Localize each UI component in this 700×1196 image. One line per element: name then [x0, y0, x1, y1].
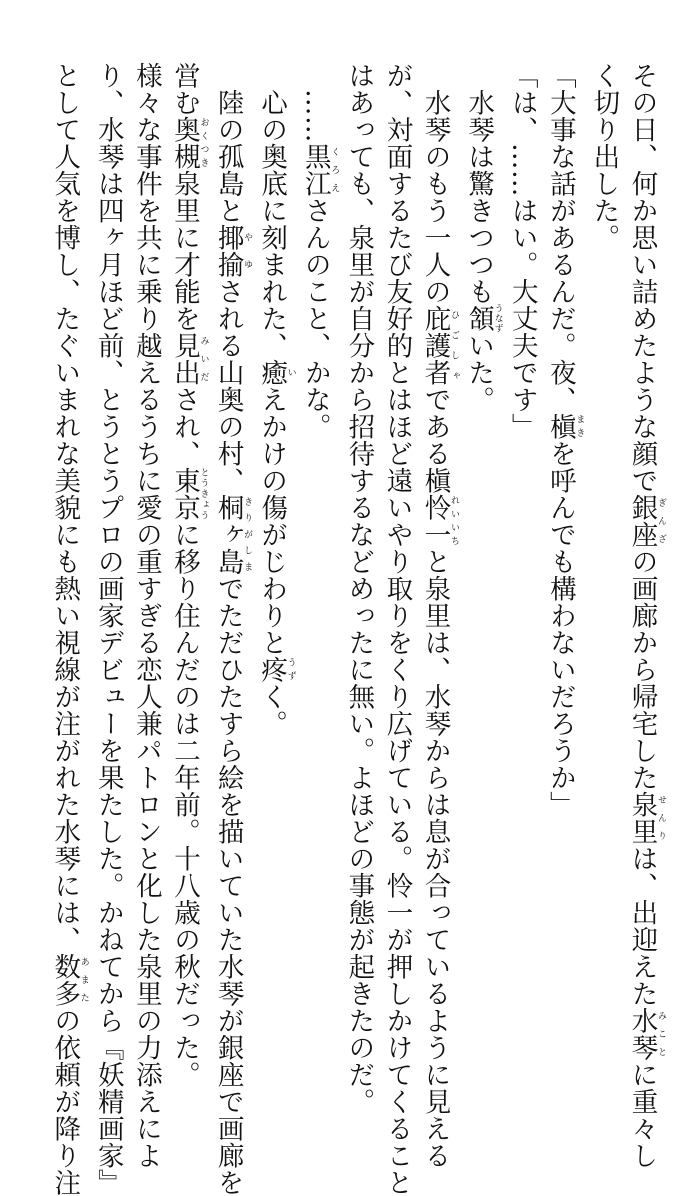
- text-line: が、対面するたび友好的とはほど遠いやり取りをくり広げている。怜一が押しかけてくること: [381, 62, 413, 1196]
- text-line: り、水琴は四ヶ月ほど前、とうとうプロの画家デビューを果たした。かねてから『妖精画家』: [92, 62, 124, 1196]
- text-line: 営む奥槻おくつき泉里に才能を見出みいだされ、東京とうきょうに移り住んだのは二年前。十八歳の秋だった。: [168, 62, 209, 1088]
- text-line: 「大事な話があるんだ。夜、槇まきを呼んでも構わないだろうか」: [544, 62, 585, 818]
- text-line: 水琴は驚きつつも頷うなずいた。: [463, 62, 503, 413]
- text-line: く切り出した。: [588, 62, 620, 251]
- text-line: 心の奥底に刻まれた、癒いえかけの傷がじわりと疼うずく。: [256, 62, 296, 737]
- text-line: として人気を博し、たぐいまれな美貌にも熱い視線が注がれた水琴には、数多あまたの依頼が降り注: [49, 62, 89, 1196]
- text-line: 陸の孤島と揶揄やゆされる山奥の村、桐ヶ島きりがしまでただひたすら絵を描いていた水琴が銀座で画廊を: [212, 62, 253, 1196]
- text-line: 「は、……はい。大丈夫です」: [506, 62, 538, 440]
- text-line: ……黒江くろえさんのこと、かな。: [299, 62, 340, 440]
- text-line: その日、何か思い詰めたような顔で銀座ぎんざの画廊から帰宅した泉里せんりは、出迎えた水琴みことに重々し: [626, 62, 666, 1169]
- text-line: 様々な事件を共に乗り越えるうちに愛の重すぎる恋人兼パトロンと化した泉里の力添えによ: [130, 62, 162, 1169]
- vertical-text-body: [34, 62, 666, 1196]
- text-line: はあっても、泉里が自分から招待するなどめったに無い。よほどの事態が起きたのだ。: [343, 62, 375, 1115]
- text-line: 水琴のもう一人の庇護者ひごしゃである槇怜一れいいちと泉里は、水琴からは息が合っているように見える: [419, 62, 460, 1169]
